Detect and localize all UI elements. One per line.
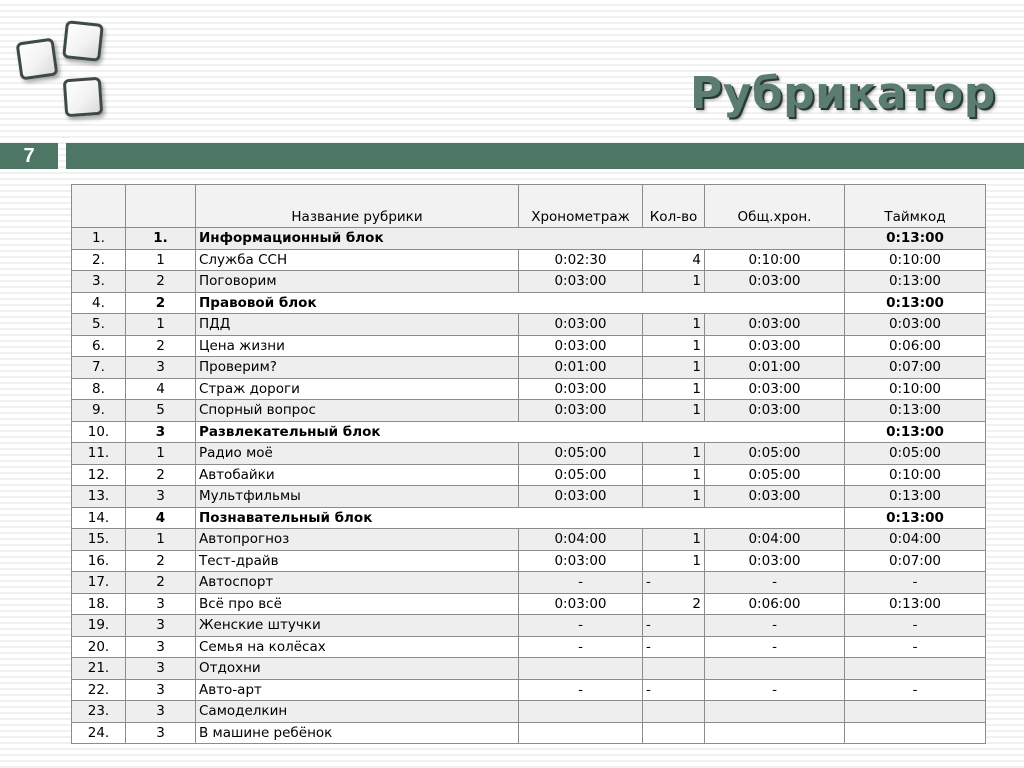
timecode-cell: 0:13:00	[845, 507, 986, 529]
table-row	[72, 572, 986, 594]
chrono-cell	[519, 658, 643, 680]
qty-cell: 1	[643, 486, 705, 508]
table-group-row	[72, 421, 986, 443]
chrono-cell: -	[519, 615, 643, 637]
total-cell: -	[705, 636, 845, 658]
timecode-cell: 0:13:00	[845, 486, 986, 508]
row-number-cell: 24.	[72, 722, 126, 744]
index-cell: 1.	[126, 228, 196, 250]
qty-cell: 1	[643, 443, 705, 465]
header-name: Название рубрики	[196, 185, 519, 228]
total-cell: -	[705, 615, 845, 637]
chrono-cell: 0:03:00	[519, 378, 643, 400]
row-number-cell: 12.	[72, 464, 126, 486]
table-row	[72, 378, 986, 400]
index-cell: 3	[126, 357, 196, 379]
total-cell: 0:01:00	[705, 357, 845, 379]
row-number-cell: 13.	[72, 486, 126, 508]
header-band	[66, 143, 1024, 169]
index-cell: 3	[126, 679, 196, 701]
name-cell: Семья на колёсах	[196, 636, 519, 658]
name-cell: Автобайки	[196, 464, 519, 486]
row-number-cell: 3.	[72, 271, 126, 293]
timecode-cell: 0:07:00	[845, 357, 986, 379]
row-number-cell: 19.	[72, 615, 126, 637]
name-cell: Самоделкин	[196, 701, 519, 723]
table-row	[72, 636, 986, 658]
table-row	[72, 550, 986, 572]
index-cell: 1	[126, 314, 196, 336]
row-number-cell: 22.	[72, 679, 126, 701]
timecode-cell: 0:13:00	[845, 271, 986, 293]
chrono-cell: 0:02:30	[519, 249, 643, 271]
chrono-cell	[519, 701, 643, 723]
total-cell: 0:05:00	[705, 464, 845, 486]
qty-cell: 4	[643, 249, 705, 271]
qty-cell: 1	[643, 314, 705, 336]
timecode-cell: -	[845, 615, 986, 637]
table-row	[72, 701, 986, 723]
name-cell: Мультфильмы	[196, 486, 519, 508]
row-number-cell: 6.	[72, 335, 126, 357]
qty-cell: 1	[643, 464, 705, 486]
chrono-cell: 0:03:00	[519, 550, 643, 572]
header-timecode: Таймкод	[845, 185, 986, 228]
row-number-cell: 18.	[72, 593, 126, 615]
timecode-cell: -	[845, 572, 986, 594]
total-cell	[705, 722, 845, 744]
index-cell: 2	[126, 271, 196, 293]
row-number-cell: 8.	[72, 378, 126, 400]
chrono-cell: 0:03:00	[519, 335, 643, 357]
timecode-cell: 0:05:00	[845, 443, 986, 465]
name-cell: Женские штучки	[196, 615, 519, 637]
total-cell: 0:03:00	[705, 550, 845, 572]
chrono-cell	[519, 722, 643, 744]
chrono-cell: 0:05:00	[519, 443, 643, 465]
table-row	[72, 314, 986, 336]
table-row	[72, 486, 986, 508]
qty-cell: 1	[643, 400, 705, 422]
index-cell: 2	[126, 292, 196, 314]
row-number-cell: 20.	[72, 636, 126, 658]
total-cell: 0:03:00	[705, 378, 845, 400]
qty-cell: 1	[643, 357, 705, 379]
name-cell: В машине ребёнок	[196, 722, 519, 744]
name-cell: Тест-драйв	[196, 550, 519, 572]
table-row	[72, 357, 986, 379]
slide-title: Рубрикатор	[690, 68, 996, 119]
name-cell: Радио моё	[196, 443, 519, 465]
timecode-cell	[845, 701, 986, 723]
qty-cell	[643, 658, 705, 680]
qty-cell	[643, 722, 705, 744]
name-cell: Служба ССН	[196, 249, 519, 271]
chrono-cell: 0:05:00	[519, 464, 643, 486]
header-chrono: Хронометраж	[519, 185, 643, 228]
qty-cell: 1	[643, 271, 705, 293]
index-cell: 1	[126, 249, 196, 271]
row-number-cell: 16.	[72, 550, 126, 572]
row-number-cell: 4.	[72, 292, 126, 314]
qty-cell: 2	[643, 593, 705, 615]
timecode-cell: 0:13:00	[845, 593, 986, 615]
decorative-square-icon	[63, 77, 104, 118]
timecode-cell	[845, 722, 986, 744]
header-total: Общ.хрон.	[705, 185, 845, 228]
total-cell: -	[705, 572, 845, 594]
table-row	[72, 658, 986, 680]
total-cell	[705, 701, 845, 723]
name-cell: ПДД	[196, 314, 519, 336]
index-cell: 3	[126, 636, 196, 658]
name-cell: Поговорим	[196, 271, 519, 293]
index-cell: 4	[126, 507, 196, 529]
qty-cell: -	[643, 679, 705, 701]
table-body	[72, 228, 986, 744]
table-row	[72, 593, 986, 615]
timecode-cell: 0:03:00	[845, 314, 986, 336]
table-row	[72, 615, 986, 637]
table-row	[72, 464, 986, 486]
total-cell	[705, 658, 845, 680]
table-group-row	[72, 228, 986, 250]
block-name-cell: Развлекательный блок	[196, 421, 845, 443]
chrono-cell: 0:04:00	[519, 529, 643, 551]
total-cell: 0:10:00	[705, 249, 845, 271]
timecode-cell: 0:13:00	[845, 292, 986, 314]
header-row-number	[72, 185, 126, 228]
chrono-cell: 0:03:00	[519, 314, 643, 336]
table-row	[72, 271, 986, 293]
total-cell: 0:05:00	[705, 443, 845, 465]
row-number-cell: 1.	[72, 228, 126, 250]
chrono-cell: -	[519, 572, 643, 594]
block-name-cell: Информационный блок	[196, 228, 845, 250]
total-cell: 0:06:00	[705, 593, 845, 615]
name-cell: Спорный вопрос	[196, 400, 519, 422]
row-number-cell: 11.	[72, 443, 126, 465]
index-cell: 2	[126, 572, 196, 594]
name-cell: Всё про всё	[196, 593, 519, 615]
row-number-cell: 23.	[72, 701, 126, 723]
qty-cell: 1	[643, 335, 705, 357]
table-group-row	[72, 507, 986, 529]
timecode-cell: -	[845, 636, 986, 658]
qty-cell	[643, 701, 705, 723]
rubricator-table	[71, 184, 986, 744]
total-cell: 0:03:00	[705, 271, 845, 293]
header-index	[126, 185, 196, 228]
table-header-row	[72, 185, 986, 228]
row-number-cell: 2.	[72, 249, 126, 271]
slide-number: 7	[0, 143, 58, 169]
header-qty: Кол-во	[643, 185, 705, 228]
block-name-cell: Познавательный блок	[196, 507, 845, 529]
row-number-cell: 15.	[72, 529, 126, 551]
timecode-cell: 0:13:00	[845, 228, 986, 250]
index-cell: 2	[126, 335, 196, 357]
qty-cell: -	[643, 615, 705, 637]
row-number-cell: 9.	[72, 400, 126, 422]
block-name-cell: Правовой блок	[196, 292, 845, 314]
timecode-cell: 0:13:00	[845, 400, 986, 422]
chrono-cell: 0:03:00	[519, 486, 643, 508]
index-cell: 3	[126, 486, 196, 508]
table-row	[72, 335, 986, 357]
timecode-cell: 0:10:00	[845, 464, 986, 486]
timecode-cell: 0:07:00	[845, 550, 986, 572]
row-number-cell: 21.	[72, 658, 126, 680]
qty-cell: 1	[643, 529, 705, 551]
total-cell: 0:03:00	[705, 314, 845, 336]
row-number-cell: 7.	[72, 357, 126, 379]
row-number-cell: 17.	[72, 572, 126, 594]
index-cell: 3	[126, 593, 196, 615]
name-cell: Отдохни	[196, 658, 519, 680]
total-cell: 0:03:00	[705, 335, 845, 357]
timecode-cell: 0:13:00	[845, 421, 986, 443]
timecode-cell: 0:10:00	[845, 378, 986, 400]
name-cell: Автопрогноз	[196, 529, 519, 551]
table-row	[72, 529, 986, 551]
timecode-cell: 0:06:00	[845, 335, 986, 357]
index-cell: 2	[126, 550, 196, 572]
name-cell: Автоспорт	[196, 572, 519, 594]
index-cell: 2	[126, 464, 196, 486]
name-cell: Страж дороги	[196, 378, 519, 400]
chrono-cell: 0:03:00	[519, 271, 643, 293]
index-cell: 3	[126, 615, 196, 637]
index-cell: 3	[126, 701, 196, 723]
row-number-cell: 5.	[72, 314, 126, 336]
decorative-square-icon	[16, 38, 59, 81]
qty-cell: 1	[643, 378, 705, 400]
row-number-cell: 10.	[72, 421, 126, 443]
timecode-cell: 0:10:00	[845, 249, 986, 271]
index-cell: 4	[126, 378, 196, 400]
table-row	[72, 443, 986, 465]
chrono-cell: 0:03:00	[519, 400, 643, 422]
table-row	[72, 249, 986, 271]
qty-cell: 1	[643, 550, 705, 572]
row-number-cell: 14.	[72, 507, 126, 529]
chrono-cell: 0:01:00	[519, 357, 643, 379]
chrono-cell: 0:03:00	[519, 593, 643, 615]
name-cell: Авто-арт	[196, 679, 519, 701]
table-row	[72, 400, 986, 422]
index-cell: 3	[126, 421, 196, 443]
timecode-cell	[845, 658, 986, 680]
timecode-cell: 0:04:00	[845, 529, 986, 551]
index-cell: 1	[126, 529, 196, 551]
name-cell: Проверим?	[196, 357, 519, 379]
total-cell: 0:03:00	[705, 400, 845, 422]
total-cell: -	[705, 679, 845, 701]
index-cell: 3	[126, 658, 196, 680]
chrono-cell: -	[519, 679, 643, 701]
index-cell: 5	[126, 400, 196, 422]
table-row	[72, 722, 986, 744]
total-cell: 0:04:00	[705, 529, 845, 551]
chrono-cell: -	[519, 636, 643, 658]
total-cell: 0:03:00	[705, 486, 845, 508]
decorative-square-icon	[62, 20, 104, 62]
qty-cell: -	[643, 572, 705, 594]
index-cell: 1	[126, 443, 196, 465]
table-group-row	[72, 292, 986, 314]
qty-cell: -	[643, 636, 705, 658]
table-row	[72, 679, 986, 701]
index-cell: 3	[126, 722, 196, 744]
name-cell: Цена жизни	[196, 335, 519, 357]
timecode-cell: -	[845, 679, 986, 701]
